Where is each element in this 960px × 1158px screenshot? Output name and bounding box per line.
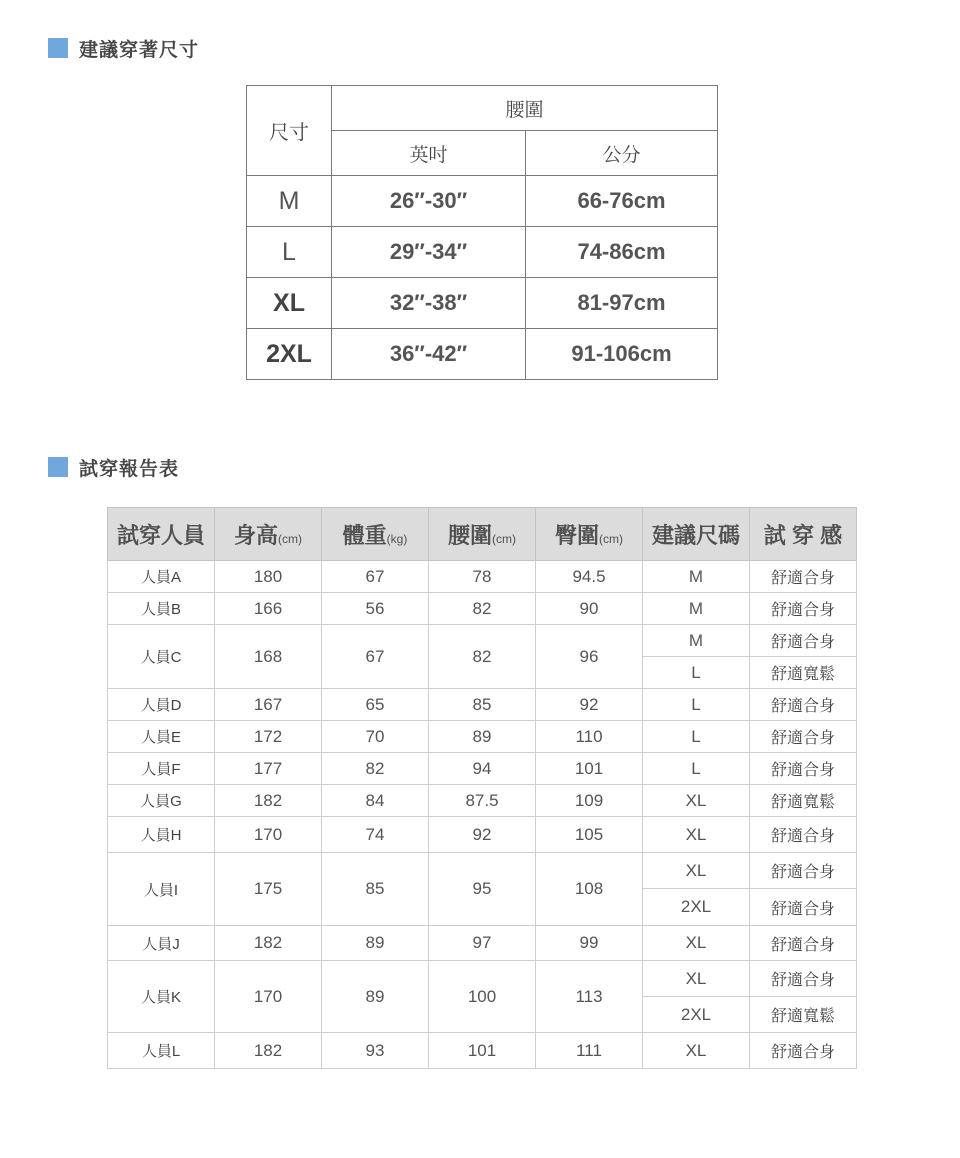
height-cell: 166 xyxy=(215,593,322,625)
weight-cell: 67 xyxy=(322,625,429,689)
suggest-size-cell: XL xyxy=(643,1033,750,1069)
size-cell: M xyxy=(247,176,332,227)
fit-feel-cell: 舒適合身 xyxy=(750,753,857,785)
suggest-size-header: 建議尺碼 xyxy=(643,508,750,561)
inch-cell: 36″-42″ xyxy=(332,329,526,380)
report-section-title-text: 試穿報告表 xyxy=(79,458,180,480)
height-cell: 182 xyxy=(215,1033,322,1069)
waist-header: 腰圍(cm) xyxy=(429,508,536,561)
fit-feel-cell: 舒適寬鬆 xyxy=(750,657,857,689)
cm-cell: 74-86cm xyxy=(526,227,718,278)
table-row xyxy=(108,1033,857,1069)
cm-cell: 66-76cm xyxy=(526,176,718,227)
waist-cell: 100 xyxy=(429,961,536,1033)
fit-feel-cell: 舒適寬鬆 xyxy=(750,785,857,817)
height-cell: 167 xyxy=(215,689,322,721)
weight-cell: 84 xyxy=(322,785,429,817)
table-row xyxy=(108,926,857,961)
waist-cell: 87.5 xyxy=(429,785,536,817)
size-row xyxy=(247,176,718,227)
hip-cell: 94.5 xyxy=(536,561,643,593)
member-name-cell: 人員F xyxy=(108,753,215,785)
fit-feel-cell: 舒適合身 xyxy=(750,817,857,853)
inch-cell: 29″-34″ xyxy=(332,227,526,278)
height-cell: 170 xyxy=(215,817,322,853)
table-row xyxy=(108,689,857,721)
fit-feel-cell: 舒適合身 xyxy=(750,625,857,657)
fit-feel-cell: 舒適合身 xyxy=(750,1033,857,1069)
feel-header: 試 穿 感 xyxy=(750,508,857,561)
table-row xyxy=(108,817,857,853)
member-name-cell: 人員H xyxy=(108,817,215,853)
member-name-cell: 人員B xyxy=(108,593,215,625)
suggest-size-cell: M xyxy=(643,625,750,657)
fit-feel-cell: 舒適合身 xyxy=(750,593,857,625)
weight-cell: 85 xyxy=(322,853,429,926)
size-cell: 2XL xyxy=(247,329,332,380)
waist-header: 腰圍 xyxy=(332,86,718,131)
member-name-cell: 人員L xyxy=(108,1033,215,1069)
suggest-size-cell: L xyxy=(643,753,750,785)
member-name-cell: 人員I xyxy=(108,853,215,926)
suggest-size-cell: M xyxy=(643,593,750,625)
member-name-cell: 人員J xyxy=(108,926,215,961)
waist-cell: 82 xyxy=(429,593,536,625)
square-bullet-icon xyxy=(48,38,68,58)
size-header: 尺寸 xyxy=(247,86,332,176)
report-header-row xyxy=(108,508,857,561)
fit-feel-cell: 舒適合身 xyxy=(750,926,857,961)
hip-cell: 110 xyxy=(536,721,643,753)
waist-cell: 89 xyxy=(429,721,536,753)
fit-feel-cell: 舒適合身 xyxy=(750,961,857,997)
size-row xyxy=(247,227,718,278)
fit-feel-cell: 舒適合身 xyxy=(750,853,857,889)
weight-cell: 70 xyxy=(322,721,429,753)
suggest-size-cell: XL xyxy=(643,785,750,817)
inch-cell: 32″-38″ xyxy=(332,278,526,329)
fitting-report-table xyxy=(107,507,857,1069)
fit-feel-cell: 舒適合身 xyxy=(750,721,857,753)
inch-header: 英吋 xyxy=(332,131,526,176)
height-cell: 182 xyxy=(215,785,322,817)
waist-cell: 97 xyxy=(429,926,536,961)
fit-feel-cell: 舒適合身 xyxy=(750,561,857,593)
hip-cell: 111 xyxy=(536,1033,643,1069)
weight-cell: 82 xyxy=(322,753,429,785)
cm-cell: 91-106cm xyxy=(526,329,718,380)
inch-cell: 26″-30″ xyxy=(332,176,526,227)
member-name-cell: 人員K xyxy=(108,961,215,1033)
waist-cell: 78 xyxy=(429,561,536,593)
height-cell: 182 xyxy=(215,926,322,961)
report-section-title xyxy=(48,456,179,478)
weight-cell: 65 xyxy=(322,689,429,721)
size-row xyxy=(247,278,718,329)
suggest-size-cell: L xyxy=(643,721,750,753)
suggest-size-cell: XL xyxy=(643,853,750,889)
size-cell: L xyxy=(247,227,332,278)
suggest-size-cell: L xyxy=(643,657,750,689)
height-cell: 170 xyxy=(215,961,322,1033)
height-header: 身高(cm) xyxy=(215,508,322,561)
fit-feel-cell: 舒適合身 xyxy=(750,689,857,721)
square-bullet-icon xyxy=(48,457,68,477)
suggest-size-cell: 2XL xyxy=(643,889,750,926)
table-row xyxy=(108,561,857,593)
weight-header: 體重(kg) xyxy=(322,508,429,561)
fit-feel-cell: 舒適寬鬆 xyxy=(750,997,857,1033)
suggest-size-cell: XL xyxy=(643,961,750,997)
hip-cell: 105 xyxy=(536,817,643,853)
suggest-size-cell: XL xyxy=(643,817,750,853)
weight-cell: 89 xyxy=(322,961,429,1033)
height-cell: 168 xyxy=(215,625,322,689)
suggest-size-cell: XL xyxy=(643,926,750,961)
waist-cell: 85 xyxy=(429,689,536,721)
table-row xyxy=(108,625,857,657)
weight-cell: 89 xyxy=(322,926,429,961)
waist-cell: 82 xyxy=(429,625,536,689)
hip-cell: 113 xyxy=(536,961,643,1033)
hip-header: 臀圍(cm) xyxy=(536,508,643,561)
member-name-cell: 人員C xyxy=(108,625,215,689)
hip-cell: 96 xyxy=(536,625,643,689)
height-cell: 175 xyxy=(215,853,322,926)
size-section-title xyxy=(48,37,199,59)
table-row xyxy=(108,753,857,785)
suggest-size-cell: M xyxy=(643,561,750,593)
weight-cell: 56 xyxy=(322,593,429,625)
height-cell: 180 xyxy=(215,561,322,593)
size-table xyxy=(246,85,718,380)
size-section-title-text: 建議穿著尺寸 xyxy=(79,39,200,61)
cm-cell: 81-97cm xyxy=(526,278,718,329)
weight-cell: 93 xyxy=(322,1033,429,1069)
weight-cell: 67 xyxy=(322,561,429,593)
height-cell: 177 xyxy=(215,753,322,785)
hip-cell: 108 xyxy=(536,853,643,926)
hip-cell: 99 xyxy=(536,926,643,961)
waist-cell: 101 xyxy=(429,1033,536,1069)
table-row xyxy=(108,853,857,889)
waist-cell: 92 xyxy=(429,817,536,853)
report-body xyxy=(108,561,857,1069)
hip-cell: 92 xyxy=(536,689,643,721)
suggest-size-cell: 2XL xyxy=(643,997,750,1033)
table-row xyxy=(108,961,857,997)
weight-cell: 74 xyxy=(322,817,429,853)
waist-cell: 94 xyxy=(429,753,536,785)
member-name-cell: 人員E xyxy=(108,721,215,753)
size-row xyxy=(247,329,718,380)
table-row xyxy=(108,785,857,817)
member-header: 試穿人員 xyxy=(108,508,215,561)
table-row xyxy=(108,721,857,753)
table-row xyxy=(108,593,857,625)
cm-header: 公分 xyxy=(526,131,718,176)
hip-cell: 90 xyxy=(536,593,643,625)
size-cell: XL xyxy=(247,278,332,329)
suggest-size-cell: L xyxy=(643,689,750,721)
member-name-cell: 人員A xyxy=(108,561,215,593)
member-name-cell: 人員D xyxy=(108,689,215,721)
waist-cell: 95 xyxy=(429,853,536,926)
fit-feel-cell: 舒適合身 xyxy=(750,889,857,926)
hip-cell: 101 xyxy=(536,753,643,785)
member-name-cell: 人員G xyxy=(108,785,215,817)
hip-cell: 109 xyxy=(536,785,643,817)
height-cell: 172 xyxy=(215,721,322,753)
